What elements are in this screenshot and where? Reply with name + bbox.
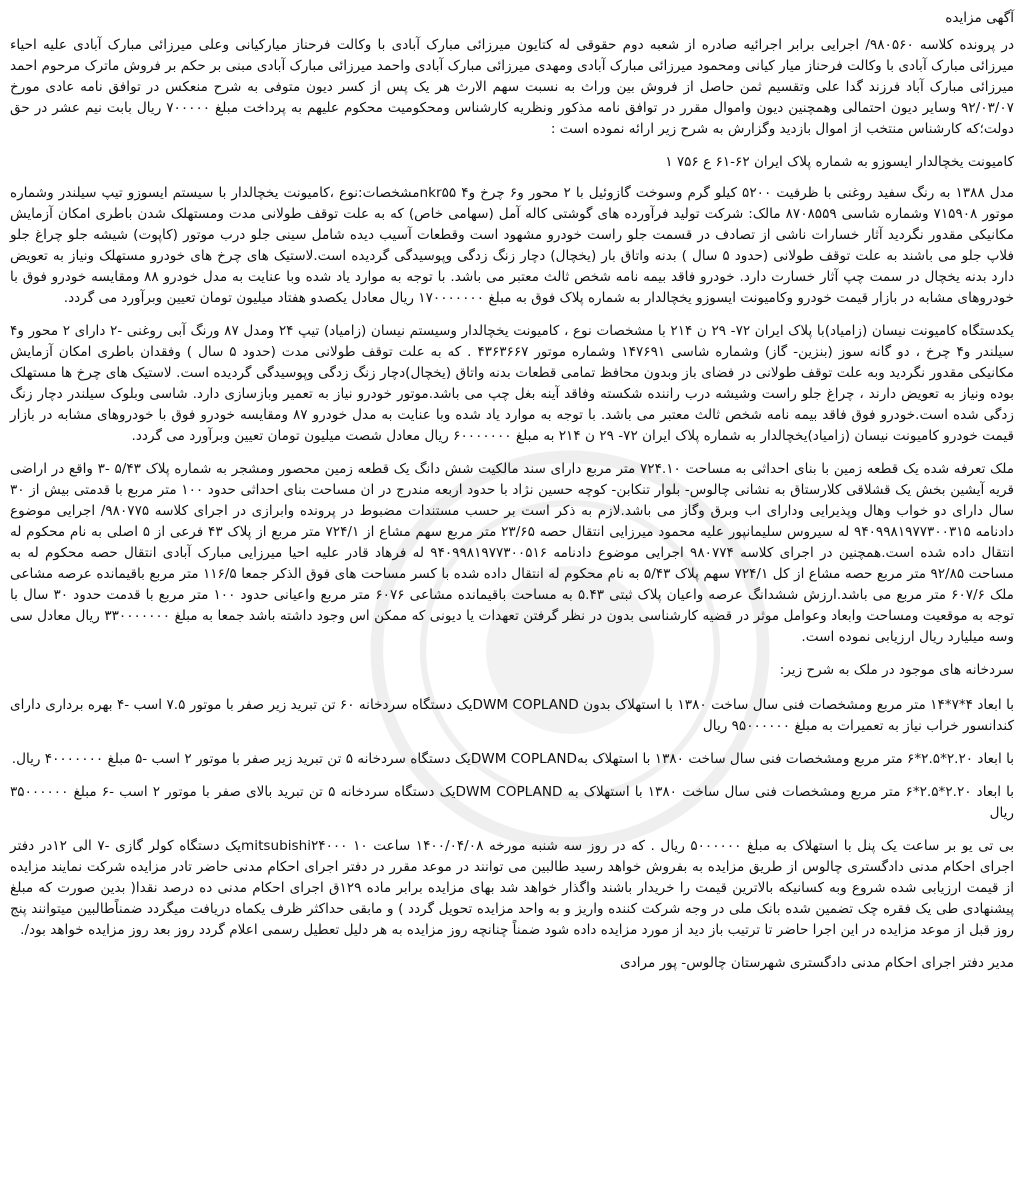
item1-heading: کامیونت یخچالدار ایسوزو به شماره پلاک ایران ۶۲-۶۱ ع ۷۵۶ ۱ bbox=[665, 154, 1014, 170]
item7-paragraph: بی تی یو بر ساعت یک پنل با استهلاک به مبلغ ۵۰۰۰۰۰۰ ریال . که در روز سه شنبه مورخه ۱۴۰۰/۰۴/۰۸ ساعت ۱۰ mitsubishi۲۴۰۰۰یک دستگاه کولر گازی -۷ الی ۱۲در دفتر اجرای احکام مدنی دادگستری چالوس از طریق مزایده به بفروش خواهد رسید طالبین می توانند در موعد مقرر در دفتر اجرای احکام مدنی حاضر تادر مزایده شرکت نمایند مزایده از قیمت ارزیابی شده شروع وبه کسانیکه بالاترین قیمت را خریدار باشند واگذار خواهد شد بهای مزایده برابر ماده ۱۲۹ق اجرای احکام مدنی ده درصد نقدا( بدین صورت که مبلغ پیشنهادی طی یک فقره چک تضمین شده بانک ملی در وجه شرکت کننده واریز و به واحد مزایده تحویل گردد ) و مابقی حداکثر ظرف یکماه دریافت میگردد ضمناًطالبین میتوانند پنج روز قبل از موعد مزایده در این اجرا حاضر تا ترتیب باز دید از مورد مزایده داده شود ضمناً چنانچه روز مزایده به هر دلیل تعطیل رسمی اعلام گردد روز بعد روز مزایده خواهد بود/. bbox=[10, 838, 1015, 938]
intro-paragraph: در پرونده کلاسه ۹۸۰۵۶۰/ اجرایی برابر اجرائیه صادره از شعبه دوم حقوقی له کتایون میرزائی مبارک آبادی با وکالت فرحناز میارکیانی وعلی میرزائی مبارک آبادی علیه احیاء میرزائی مبارک آبادی با وکالت فرحناز میار کیانی ومحمود میرزائی مبارک آبادی ومهدی میرزائی مبارک آبادی واحمد میرزائی مبارک آبادی مبنی بر حکم بر فروش ماترک مرحوم احمد میرزائی مبارک آباد فرزند گدا علی وتقسیم ثمن حاصل از فروش بین وراث به نسبت سهم الارث هر یک پس از کسر دیون متوفی به شرح منعکس در توافق نامه عادی مورخ ۹۲/۰۳/۰۷ وسایر دیون احتمالی وهمچنین دیون واموال مقرر در توافق نامه مذکور ونظریه کارشناس ومحکومیت محکوم علیهم به پرداخت مبلغ ۷۰۰۰۰۰ ریال بابت نیم عشر در حق دولت؛که کارشناس منتخب از اموال بازدید وگزارش به شرح زیر ارائه نموده است : bbox=[10, 37, 1015, 137]
signature-line: مدیر دفتر اجرای احکام مدنی دادگستری شهرستان چالوس- پور مرادی bbox=[620, 955, 1014, 971]
item1-paragraph: مدل ۱۳۸۸ به رنگ سفید روغنی با ظرفیت ۵۲۰۰ کیلو گرم وسوخت گازوئیل با ۲ محور و۶ چرخ و۴ nkr۵۵مشخصات:نوع ،کامیونت یخچالدار با سیستم ایسوزو تیپ سیلندر وشماره موتور ۷۱۵۹۰۸ وشماره شاسی ۸۷۰۸۵۵۹ مالک: شرکت تولید فرآورده های گوشتی کاله آمل (سهامی خاص) که به علت توقف طولانی مدت ومستهلک شدن باطری امکان آزمایش مکانیکی مقدور نگردید آثار خسارات ناشی از تصادف در قسمت جلو راست خودرو مشهود است وقطعات آسیب دیده شامل سینی جلو درب موتور (کاپوت) شیشه جلو چراغ جلو فلاپ جلو می باشند به علت توقف طولانی (حدود ۵ سال ) بدنه واتاق بار (یخچال) دچار زنگ زدگی وپوسیدگی گردیده است.لاستیک های چرخ های خودرو مستهلک ونیاز به تعویض دارد بدنه یخچال در سمت چپ آثار خسارت دارد. خودرو فاقد بیمه نامه شخص ثالث معتبر می باشد. با توجه به موارد یاد شده وبا عنایت به مدل خودرو ۸۸ ومقایسه خودرو فوق با خودروهای مشابه در بازار قیمت خودرو وکامیونت ایسوزو یخچالدار به شماره پلاک فوق به مبلغ ۱۷۰۰۰۰۰۰۰ ریال معادل یکصدو هفتاد میلیون تومان تعیین وبرآورد می گردد. bbox=[10, 185, 1015, 306]
item4-paragraph: با ابعاد ۴*۷*۱۴ متر مربع ومشخصات فنی سال ساخت ۱۳۸۰ با استهلاک بدون DWM COPLANDیک دستگاه سردخانه ۶۰ تن تبرید زیر صفر با موتور ۷.۵ اسب -۴ بهره برداری دارای کندانسور خراب نیاز به تعمیرات به مبلغ ۹۵۰۰۰۰۰۰ ریال bbox=[10, 697, 1014, 734]
item2-paragraph: یکدستگاه کامیونت نیسان (زامیاد)با پلاک ایران ۷۲- ۲۹ ن ۲۱۴ با مشخصات نوع ، کامیونت یخچالدار وسیستم نیسان (زامیاد) تیپ ۲۴ ومدل ۸۷ ورنگ آبی روغنی -۲ دارای ۲ محور و۴ سیلندر و۴ چرخ ، دو گانه سوز (بنزین- گاز) وشماره شاسی ۱۴۷۶۹۱ وشماره موتور ۴۳۶۳۶۶۷ . که به علت توقف طولانی مدت (حدود ۵ سال ) وفقدان باطری امکان آزمایش مکانیکی مقدور نگردید وبه علت توقف طولانی در فضای باز وبدون محافظ تمامی قطعات بدنه واتاق (یخچال)دچار زنگ زدگی وپوسیدگی گردیده است. لاستیک های چرخ ها مستهلک بوده ونیاز به تعویض دارند ، چراغ جلو راست وشیشه درب راننده شکسته وفاقد آینه بغل چپ می باشد.موتور خودرو نیاز به تعمیر وبازسازی دارد. شاسی وبلوک سیلندر دچار زنگ زدگی شده است.خودرو فوق فاقد بیمه نامه شخص ثالث معتبر می باشد. با توجه به موارد یاد شده وبا عنایت به مدل خودرو ۸۷ ومقایسه خودرو فوق با خودروهای مشابه در بازار قیمت خودرو کامیونت نیسان (زامیاد)یخچالدار به شماره پلاک ایران ۷۲- ۲۹ ن ۲۱۴ به مبلغ ۶۰۰۰۰۰۰۰ ریال معادل شصت میلیون تومان تعیین وبرآورد می گردد. bbox=[10, 323, 1014, 444]
item3-paragraph: ملک تعرفه شده یک قطعه زمین با بنای احداثی به مساحت ۷۲۴.۱۰ متر مربع دارای سند مالکیت شش دانگ یک قطعه زمین محصور ومشجر به شماره پلاک ۵/۴۳ -۳ واقع در اراضی قریه آیشین بخش یک قشلاقی کلارستاق به نشانی چالوس- بلوار تنکابن- کوچه حسین نژاد با حدود اربعه مندرج در ان مساحت بنای احداثی حدود ۱۰۰ متر مربع با قدمتی بیش از ۳۰ سال دارای دو خواب وهال وپذیرایی ودارای اب وبرق وگاز می باشد.لازم به ذکر است بر حسب مستندات مضبوط در پرونده وابرازی در اجرای کلاسه ۹۸۰۷۷۵/ اجرایی موضوع دادنامه ۹۴۰۹۹۸۱۹۷۷۳۰۰۳۱۵ له سیروس سلیمانپور علیه محمود میرزایی انتقال حصه ۲۳/۶۵ متر مربع سهم مشاع از ۷۲۴/۱ متر مربع از پلاک ۴۳ فرعی از ۵ اصلی به نام محکوم له انتقال داده شده است.همچنین در اجرای کلاسه ۹۸۰۷۷۴ اجرایی موضوع دادنامه ۹۴۰۹۹۸۱۹۷۷۳۰۰۵۱۶ له فرهاد قادر علیه احیا میرزایی مبارک آبادی انتقال حصه محکوم له به مساحت ۹۲/۸۵ متر مربع حصه مشاع از کل ۷۲۴/۱ سهم پلاک ۵/۴۳ به نام محکوم له انتقال داده شده با کسر مساحت های فوق الذکر جمعا ۱۱۶/۵ متر مربع باقیمانده عرصه مشاعی ملک ۶۰۷/۶ متر مربع می باشد.ارزش ششدانگ عرصه واعیان پلاک ثبتی ۵.۴۳ به مساحت باقیمانده مشاعی ۶۰۷۶ متر مربع واعیانی حدود ۱۰۰ متر مربع با قدمت حدود ۳۰ سال با توجه به موقعیت ومساحت وابعاد وعوامل موثر در قضیه کارشناسی بدون در نظر گرفتن تعهدات یا دیونی که ممکن اس وجود داشته باشد جمعا به مبلغ ۳۳۰۰۰۰۰۰۰ ریال معادل سی وسه میلیارد ریال ارزیابی نموده است. bbox=[10, 461, 1014, 645]
cold-storage-heading: سردخانه های موجود در ملک به شرح زیر: bbox=[779, 662, 1014, 678]
notice-title: آگهی مزایده bbox=[945, 10, 1014, 26]
item5-paragraph: با ابعاد ۲.۲۰*۲.۵*۶ متر مربع ومشخصات فنی سال ساخت ۱۳۸۰ با استهلاک بهDWM COPLANDیک دستگاه سردخانه ۵ تن تبرید زیر صفر با موتور ۲ اسب -۵ مبلغ ۴۰۰۰۰۰۰۰ ریال. bbox=[11, 751, 1014, 767]
notice-document bbox=[10, 8, 1014, 986]
item6-paragraph: با ابعاد ۲.۲۰*۲.۵*۶ متر مربع ومشخصات فنی سال ساخت ۱۳۸۰ با استهلاک به DWM COPLANDیک دستگاه سردخانه ۵ تن تبرید بالای صفر با موتور ۲ اسب -۶ مبلغ ۳۵۰۰۰۰۰۰ ریال bbox=[10, 784, 1015, 821]
